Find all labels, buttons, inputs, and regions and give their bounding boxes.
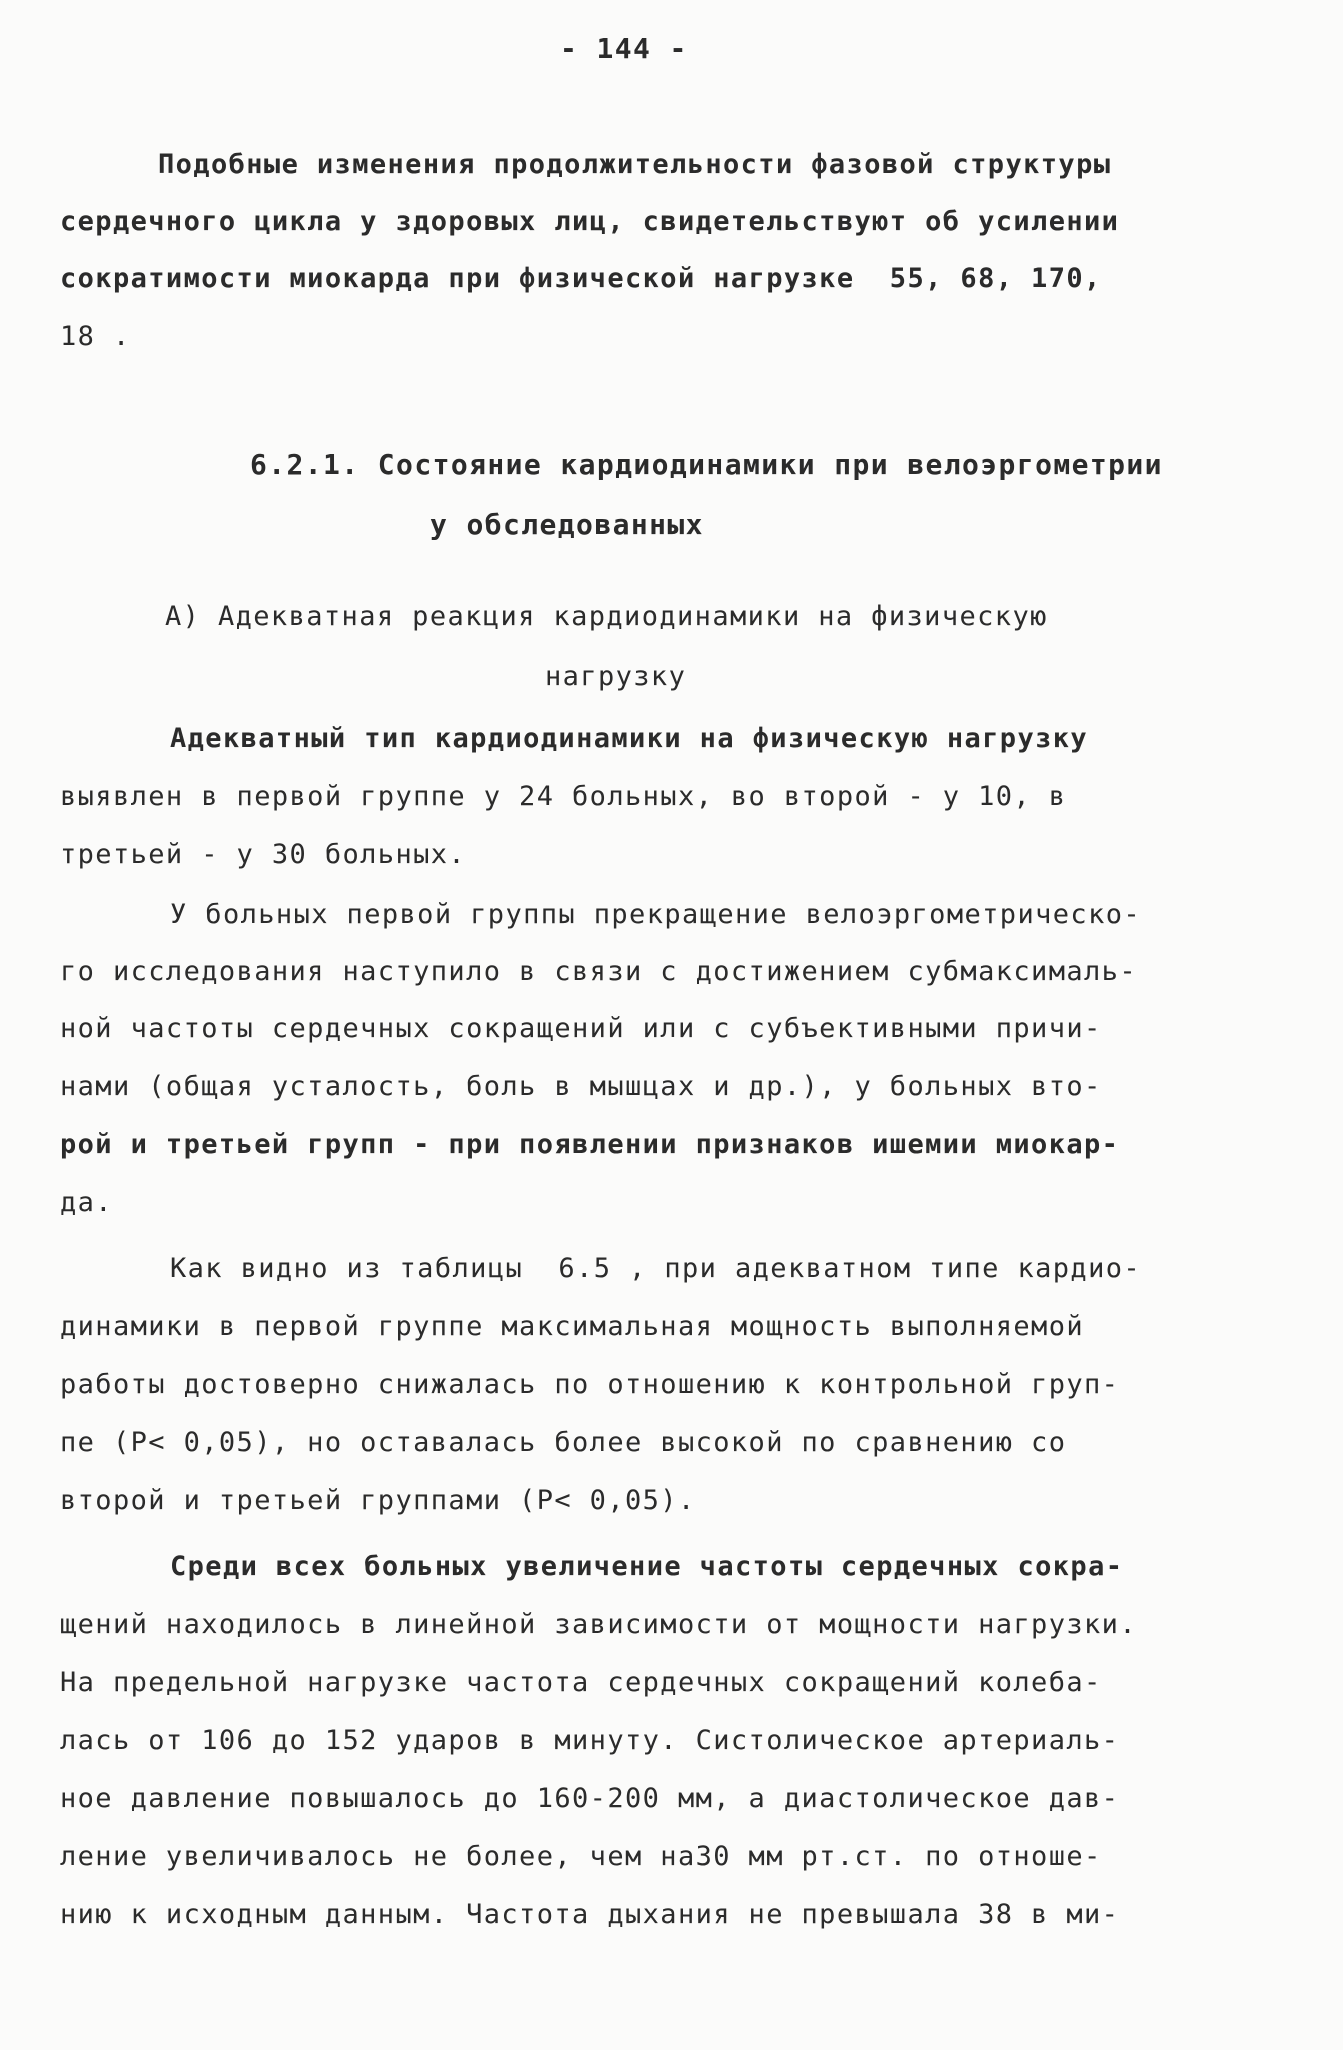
all-patients-line-6: ление увеличивалось не более, чем на30 мм рт.ст. по отноше- xyxy=(60,1841,1102,1872)
all-patients-line-1: Среди всех больных увеличение частоты сердечных сокра- xyxy=(170,1551,1124,1582)
groups-line-1: У больных первой группы прекращение велоэргометрическо- xyxy=(170,899,1142,930)
intro-line-3: сократимости миокарда при физической нагрузке 55, 68, 170, xyxy=(60,263,1102,294)
table-line-2: динамики в первой группе максимальная мощность выполняемой xyxy=(60,1311,1085,1342)
section-heading-line-1: 6.2.1. Состояние кардиодинамики при велоэргометрии xyxy=(250,448,1163,481)
intro-line-1: Подобные изменения продолжительности фазовой структуры xyxy=(158,149,1112,180)
table-line-3: работы достоверно снижалась по отношению к контрольной груп- xyxy=(60,1369,1120,1400)
groups-line-3: ной частоты сердечных сокращений или с субъективными причи- xyxy=(60,1013,1102,1044)
adequate-line-3: третьей - у 30 больных. xyxy=(60,839,467,870)
subheading-line-2: нагрузку xyxy=(545,661,687,692)
all-patients-line-7: нию к исходным данным. Частота дыхания не превышала 38 в ми- xyxy=(60,1899,1120,1930)
intro-line-2: сердечного цикла у здоровых лиц, свидетельствуют об усилении xyxy=(60,206,1120,237)
all-patients-line-3: На предельной нагрузке частота сердечных сокращений колеба- xyxy=(60,1667,1102,1698)
all-patients-line-4: лась от 106 до 152 ударов в минуту. Систолическое артериаль- xyxy=(60,1725,1120,1756)
page-number: - 144 - xyxy=(560,32,688,65)
adequate-line-2: выявлен в первой группе у 24 больных, во второй - у 10, в xyxy=(60,781,1067,812)
subheading-line-1: А) Адекватная реакция кардиодинамики на физическую xyxy=(165,601,1048,632)
table-line-1: Как видно из таблицы 6.5 , при адекватном типе кардио- xyxy=(170,1253,1142,1284)
adequate-line-1: Адекватный тип кардиодинамики на физическую нагрузку xyxy=(170,723,1089,754)
intro-line-4: 18 . xyxy=(60,321,131,352)
groups-line-2: го исследования наступило в связи с достижением субмаксималь- xyxy=(60,956,1137,987)
groups-line-4: нами (общая усталость, боль в мышцах и др.), у больных вто- xyxy=(60,1071,1102,1102)
table-line-5: второй и третьей группами (Р< 0,05). xyxy=(60,1485,696,1516)
all-patients-line-2: щений находилось в линейной зависимости от мощности нагрузки. xyxy=(60,1609,1137,1640)
section-heading-line-2: у обследованных xyxy=(430,508,704,541)
groups-line-5: рой и третьей групп - при появлении признаков ишемии миокар- xyxy=(60,1129,1120,1160)
groups-line-6: да. xyxy=(60,1187,113,1218)
all-patients-line-5: ное давление повышалось до 160-200 мм, а диастолическое дав- xyxy=(60,1783,1120,1814)
table-line-4: пе (Р< 0,05), но оставалась более высокой по сравнению со xyxy=(60,1427,1067,1458)
